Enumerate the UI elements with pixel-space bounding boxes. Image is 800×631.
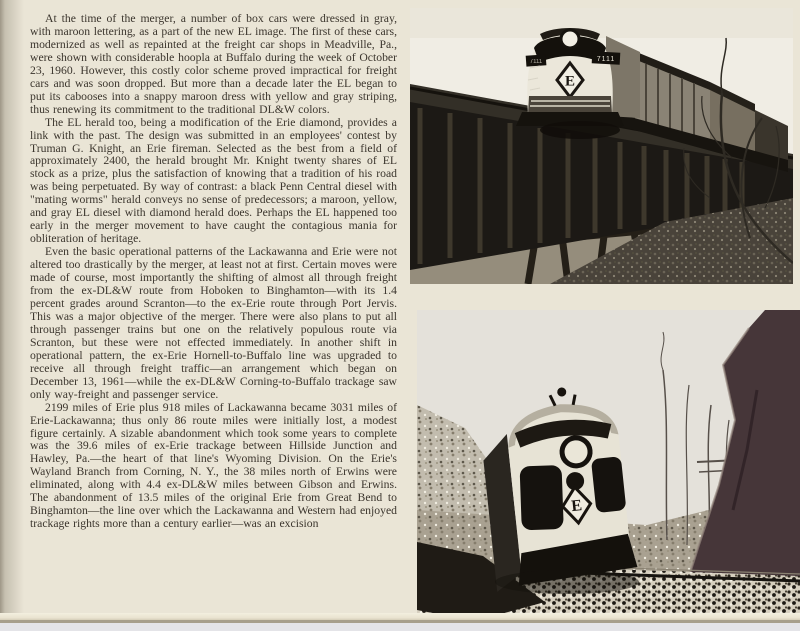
body-text-column [30,13,397,531]
herald-letter: E [570,497,583,516]
photo-train-head-on [417,310,800,621]
photo-train-on-bridge [410,8,793,284]
paragraph-el-herald: The EL herald too, being a modification of the Erie diamond, provides a link with the past. The design was submitted in an employees' contest by Truman G. Knight, an Erie fireman. Selected as the best from a field of approximately 2400, the herald brought Mr. Knight twenty shares of EL stock as a prize, plus the satisfaction of knowing that a tradition of his road was being perpetuated. By way of contrast: a black Penn Central diesel with "mating worms" herald conveys no sense of predecessors; a maroon, yellow, and gray EL diesel with diamond herald does. Perhaps the EL happened too early in the merger movement to have caught the contagious mania for obliteration of heritage. [30,115,397,246]
paragraph-box-cars: At the time of the merger, a number of box cars were dressed in gray, with maroon lettering, as a part of the new EL image. The first of these cars, modernized as well as repainted at the freight car shops in Meadville, Pa., were shown with considerable hoopla at Buffalo during the week of October 23, 1960. However, this costly color scheme proved impractical for freight cars and was soon dropped. But more than a decade later the EL began to put its cabooses into a snappy maroon dress with yellow and gray striping, thus renewing its commitment to the traditional DL&W colors. [30,12,397,116]
lower-nose [528,96,612,114]
paragraph-mileage: 2199 miles of Erie plus 918 miles of Lackawanna became 3031 miles of Erie-Lackawanna; thus only 86 route miles were initially lost, a modest figure certainly. A sizable abandonment which took some years to complete was the 39.6 miles of ex-Erie trackage between Hillside Junction and Hawley, Pa.—the heart of that line's Wyoming Division. On the Erie's Wayland Branch from Corning, N. Y., the 38 miles north of Erwins were eliminated, along with 4.4 ex-DL&W miles between Gibson and Erwins. The abandonment of 13.5 miles of the original Erie from Great Bend to Binghamton—the line over which the Lackawanna and Western had enjoyed trackage rights more than a century earlier—was an excision [30,400,397,531]
windshield-left [520,465,564,530]
number-board-right-digits: 7111 [596,56,616,63]
number-board-left-digits: 7111 [529,59,543,65]
headlight [561,30,579,48]
paragraph-operational-patterns: Even the basic operational patterns of the Lackawanna and Erie were not altered too drastically by the merger, at least not at first. Certain moves were made of course, most importantly the shifting of almost all through freight from the ex-DL&W route from Hoboken to Binghamton—with its 1.4 percent grades around Scranton—to the ex-Erie route through Port Jervis. This was a major objective of the merger. There were also plans to put all through passenger trains but one on the relatively populous route via Scranton, but these were not effected immediately. In another shift in operational pattern, the ex-Erie Hornell-to-Buffalo line was upgraded to receive all through freight traffic—an arrangement which began on December 13, 1961—while the ex-DL&W Corning-to-Buffalo trackage saw only way-freight and passenger service. [30,245,397,401]
page-edge-line [0,620,800,623]
herald-letter: E [564,73,576,90]
windshield-right [591,456,626,513]
page-gutter-shadow [0,0,26,613]
locomotive-shadow [495,570,639,594]
headlight [561,436,592,467]
